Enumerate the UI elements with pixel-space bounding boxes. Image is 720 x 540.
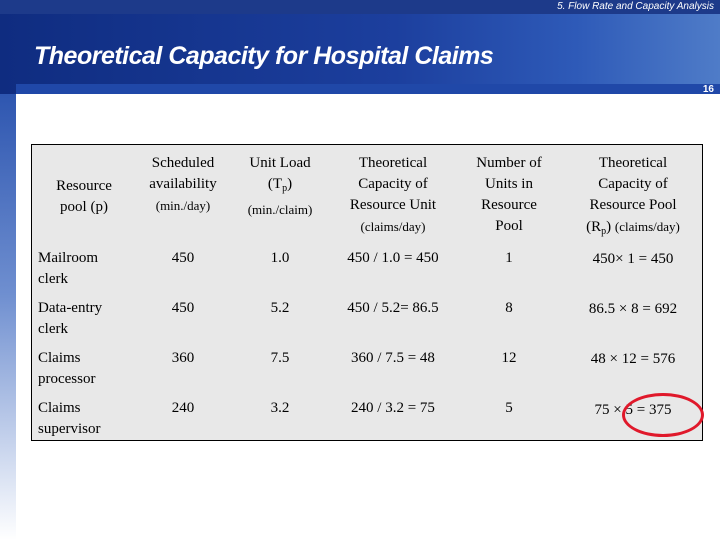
col-header-unit-load xyxy=(230,153,330,220)
cell-unit-load: 7.5 xyxy=(270,350,290,366)
slide-title: Theoretical Capacity for Hospital Claims xyxy=(34,42,494,70)
header-text: Theoretical xyxy=(598,155,668,171)
header-text: Resource xyxy=(56,178,112,194)
resource-line: supervisor xyxy=(38,421,101,437)
header-unit: (min./claim) xyxy=(247,202,313,217)
subscript: p xyxy=(601,226,607,237)
header-text: Number of xyxy=(476,155,542,171)
cell-pool-capacity: 48 × 12 = 576 xyxy=(590,351,676,367)
header-text: Capacity of xyxy=(598,176,668,192)
highlight-ring xyxy=(622,393,704,437)
header-text xyxy=(562,216,704,242)
cell-resource xyxy=(38,298,134,340)
resource-line: processor xyxy=(38,371,96,387)
header-text-part: (R xyxy=(586,219,602,235)
resource-line: clerk xyxy=(38,321,68,337)
cell-availability: 450 xyxy=(171,300,195,316)
header-unit: (min./day) xyxy=(155,198,211,213)
resource-line: Claims xyxy=(38,400,81,416)
header-text-part: (T xyxy=(267,176,283,192)
resource-line: clerk xyxy=(38,271,68,287)
cell-unit-load: 3.2 xyxy=(270,400,290,416)
header-text: Capacity of xyxy=(358,176,428,192)
cell-pool-capacity: 450× 1 = 450 xyxy=(592,251,674,267)
left-gradient-bar xyxy=(0,94,16,540)
cell-units: 8 xyxy=(505,300,513,316)
cell-unit-capacity: 450 / 1.0 = 450 xyxy=(347,250,439,266)
header-text xyxy=(230,174,330,199)
col-header-availability xyxy=(136,153,230,216)
subscript: p xyxy=(282,183,288,194)
resource-line: Mailroom xyxy=(38,250,98,266)
cell-resource xyxy=(38,248,134,290)
cell-unit-capacity: 360 / 7.5 = 48 xyxy=(351,350,435,366)
header-text: Unit Load xyxy=(249,155,311,171)
cell-unit-capacity: 240 / 3.2 = 75 xyxy=(351,400,435,416)
header-text: pool (p) xyxy=(60,199,108,215)
cell-units: 5 xyxy=(505,400,513,416)
page-number: 16 xyxy=(702,84,714,95)
col-header-resource xyxy=(36,176,132,218)
header-text-part: ) xyxy=(606,219,612,235)
cell-unit-load: 1.0 xyxy=(270,250,290,266)
cell-resource xyxy=(38,348,134,390)
header-text: availability xyxy=(149,176,217,192)
cell-availability: 450 xyxy=(171,250,195,266)
col-header-pool-capacity xyxy=(562,153,704,242)
header-text-part: ) xyxy=(287,176,293,192)
header-text: Resource xyxy=(481,197,537,213)
cell-units: 12 xyxy=(501,350,517,366)
cell-unit-load: 5.2 xyxy=(270,300,290,316)
header-text: Theoretical xyxy=(358,155,428,171)
chapter-label: 5. Flow Rate and Capacity Analysis xyxy=(557,1,714,12)
cell-availability: 360 xyxy=(171,350,195,366)
header-text: Units in xyxy=(485,176,533,192)
header-unit: (claims/day) xyxy=(614,219,680,234)
col-header-units xyxy=(456,153,562,237)
cell-pool-capacity: 75 × 5 = 375 xyxy=(594,402,672,418)
col-header-unit-capacity xyxy=(330,153,456,237)
capacity-table xyxy=(31,144,703,441)
banner-bottom-strip xyxy=(16,84,720,94)
cell-resource xyxy=(38,398,134,440)
cell-units: 1 xyxy=(505,250,513,266)
cell-pool-capacity: 86.5 × 8 = 692 xyxy=(588,301,678,317)
resource-line: Claims xyxy=(38,350,81,366)
header-text: Resource Pool xyxy=(589,197,677,213)
header-text: Resource Unit xyxy=(349,197,437,213)
header-unit: (claims/day) xyxy=(360,219,426,234)
cell-unit-capacity: 450 / 5.2= 86.5 xyxy=(347,300,439,316)
cell-availability: 240 xyxy=(171,400,195,416)
resource-line: Data-entry xyxy=(38,300,103,316)
header-text: Pool xyxy=(495,218,523,234)
header-text: Scheduled xyxy=(151,155,215,171)
